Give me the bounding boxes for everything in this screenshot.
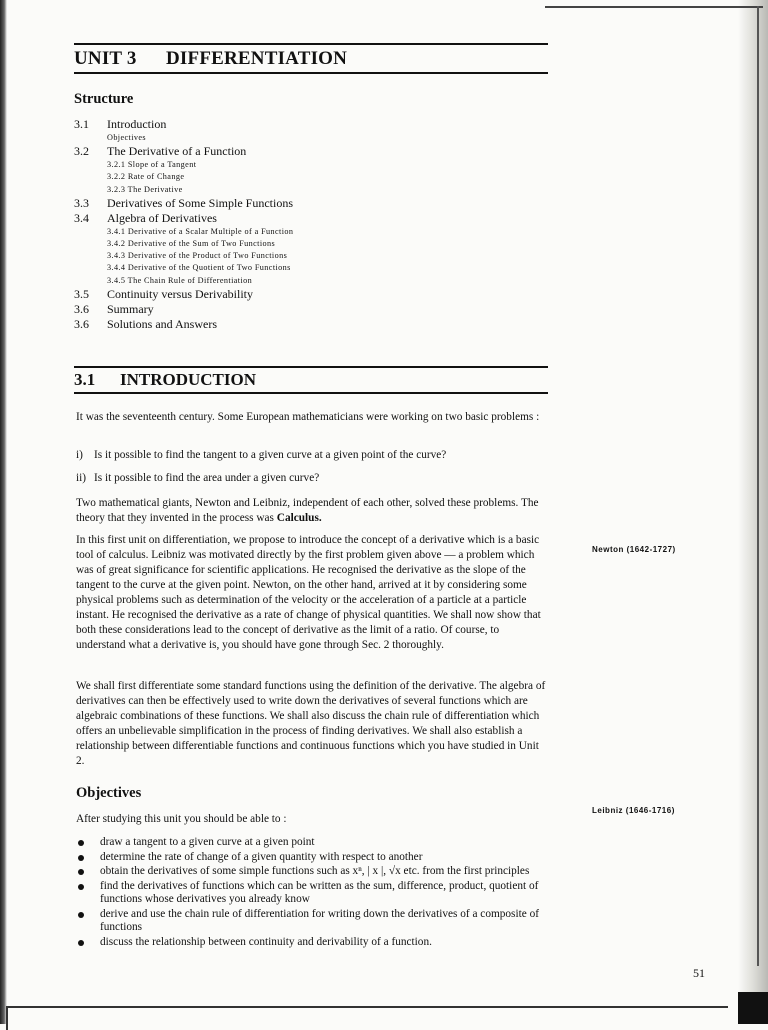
intro-paragraph-4: We shall first differentiate some standard functions using the definition of the derivative. The algebra of derivatives can then be effectively used to write down the derivatives of several functions which are algebraic combinations of these functions. We shall also discuss the chain rule of differentiation which offers an unbelievable simplification in the process of finding derivatives. We shall also establish a relationship between differentiable functions and continuous functions which you have studied in Unit 2. — [76, 680, 546, 767]
toc-item-number: 3.1 — [74, 117, 89, 131]
toc-subitem: 3.4.4 Derivative of the Quotient of Two Functions — [107, 263, 291, 273]
toc-subitem: 3.4.5 The Chain Rule of Differentiation — [107, 275, 253, 285]
objective-item — [76, 908, 546, 935]
objectives-lead: After studying this unit you should be able to : — [76, 813, 287, 825]
question-1-marker: i) — [76, 449, 83, 461]
question-2 — [76, 471, 546, 486]
bullet-icon — [78, 855, 84, 861]
unit-name: DIFFERENTIATION — [166, 48, 348, 69]
toc-item-label: Introduction — [107, 117, 167, 131]
scan-edge-left — [0, 0, 7, 1024]
toc-item — [74, 144, 554, 159]
unit-title — [74, 48, 347, 70]
objective-text: determine the rate of change of a given quantity with respect to another — [100, 850, 423, 863]
toc-item — [74, 287, 554, 302]
objective-text: obtain the derivatives of some simple functions such as xⁿ, | x |, √x etc. from the first principles — [100, 865, 530, 877]
intro-paragraph-1: It was the seventeenth century. Some European mathematicians were working on two basic problems : — [76, 411, 540, 423]
toc-item-number: 3.3 — [74, 195, 89, 210]
toc-item-label: Derivatives of Some Simple Functions — [107, 195, 293, 210]
calculus-term: Calculus. — [276, 512, 322, 524]
intro-paragraph-2 — [76, 496, 546, 526]
toc-item-number: 3.5 — [74, 286, 89, 301]
bullet-icon — [78, 940, 84, 946]
toc-subitem: 3.2.1 Slope of a Tangent — [107, 160, 197, 170]
objective-text: find the derivatives of functions which can be written as the sum, difference, product, quotient of functions whose derivatives you already know — [100, 879, 539, 905]
scan-edge-right — [738, 0, 768, 1024]
objectives-list — [76, 836, 546, 950]
objective-text: draw a tangent to a given curve at a given point — [100, 836, 315, 848]
toc-item-number: 3.6 — [74, 316, 89, 331]
toc-item — [74, 317, 554, 332]
page-number: 51 — [693, 966, 705, 980]
toc-item-label: Algebra of Derivatives — [107, 210, 217, 225]
unit-number: UNIT 3 — [74, 48, 137, 69]
bullet-icon — [78, 884, 84, 890]
intro-paragraph-2-text: Two mathematical giants, Newton and Leibniz, independent of each other, solved these problems. The theory that they invented in the process was — [76, 497, 539, 524]
toc-item — [74, 117, 554, 132]
toc-item-label: Summary — [107, 301, 154, 316]
toc-subitem: Objectives — [107, 133, 147, 142]
objective-text: discuss the relationship between continuity and derivability of a function. — [100, 935, 432, 948]
toc-subitem: 3.4.3 Derivative of the Product of Two Functions — [107, 251, 288, 261]
objective-item — [76, 851, 546, 865]
question-2-marker: ii) — [76, 472, 87, 484]
toc-subitem: 3.4.2 Derivative of the Sum of Two Functions — [107, 238, 276, 248]
objectives-heading: Objectives — [76, 785, 142, 801]
table-of-contents — [74, 117, 554, 332]
structure-heading: Structure — [74, 91, 134, 107]
objective-item — [76, 836, 546, 850]
toc-item — [74, 302, 554, 317]
toc-item — [74, 196, 554, 211]
header-rule-top — [74, 43, 548, 45]
objective-item — [76, 865, 546, 879]
scan-right-line — [757, 6, 759, 966]
scan-bottom-frame — [6, 1006, 728, 1030]
question-2-text: Is it possible to find the area under a given curve? — [94, 472, 320, 484]
section-rule-top — [74, 366, 548, 368]
bullet-icon — [78, 869, 84, 875]
margin-note-leibniz: Leibniz (1646-1716) — [592, 806, 675, 815]
toc-item — [74, 211, 554, 226]
bullet-icon — [78, 840, 84, 846]
toc-item-label: Solutions and Answers — [107, 316, 218, 331]
objective-text: derive and use the chain rule of differentiation for writing down the derivatives of a composite of functions — [100, 907, 539, 933]
toc-item-label: Continuity versus Derivability — [107, 286, 253, 301]
section-rule-bottom — [74, 392, 548, 394]
section-number: 3.1 — [74, 370, 96, 389]
toc-item-number: 3.2 — [74, 144, 89, 159]
question-1-text: Is it possible to find the tangent to a given curve at a given point of the curve? — [94, 449, 447, 461]
toc-item-number: 3.6 — [74, 301, 89, 316]
section-title: INTRODUCTION — [120, 370, 257, 389]
toc-subitem: 3.2.2 Rate of Change — [107, 172, 185, 182]
intro-paragraph-3: In this first unit on differentiation, we propose to introduce the concept of a derivative which is a basic tool of calculus. Leibniz was motivated directly by the first problem given above — a problem which was of great significance for scientific applications. He recognised the derivative as the slope of the tangent to the curve at the given point. Newton, on the other hand, arrived at it by considering some physical problems such as determination of the velocity or the acceleration of a particle at a particle instant. He recognised the derivative as a rate of change of physical quantities. We shall now show that both these considerations lead to the concept of derivative as the limit of a ratio. Of course, to understand what a derivative is, you should have gone through Sec. 2 thoroughly. — [76, 534, 541, 651]
scan-corner-block — [738, 992, 768, 1024]
objective-item — [76, 880, 546, 907]
toc-subitem: 3.4.1 Derivative of a Scalar Multiple of a Function — [107, 226, 294, 236]
toc-subitem: 3.2.3 The Derivative — [107, 184, 183, 194]
objective-item — [76, 936, 546, 950]
margin-note-newton: Newton (1642-1727) — [592, 545, 676, 554]
section-heading-introduction — [74, 370, 256, 390]
toc-item-number: 3.4 — [74, 210, 89, 225]
toc-item-label: The Derivative of a Function — [107, 144, 247, 159]
scan-top-line — [545, 6, 763, 8]
header-rule-bottom — [74, 72, 548, 74]
question-1 — [76, 448, 546, 463]
bullet-icon — [78, 912, 84, 918]
